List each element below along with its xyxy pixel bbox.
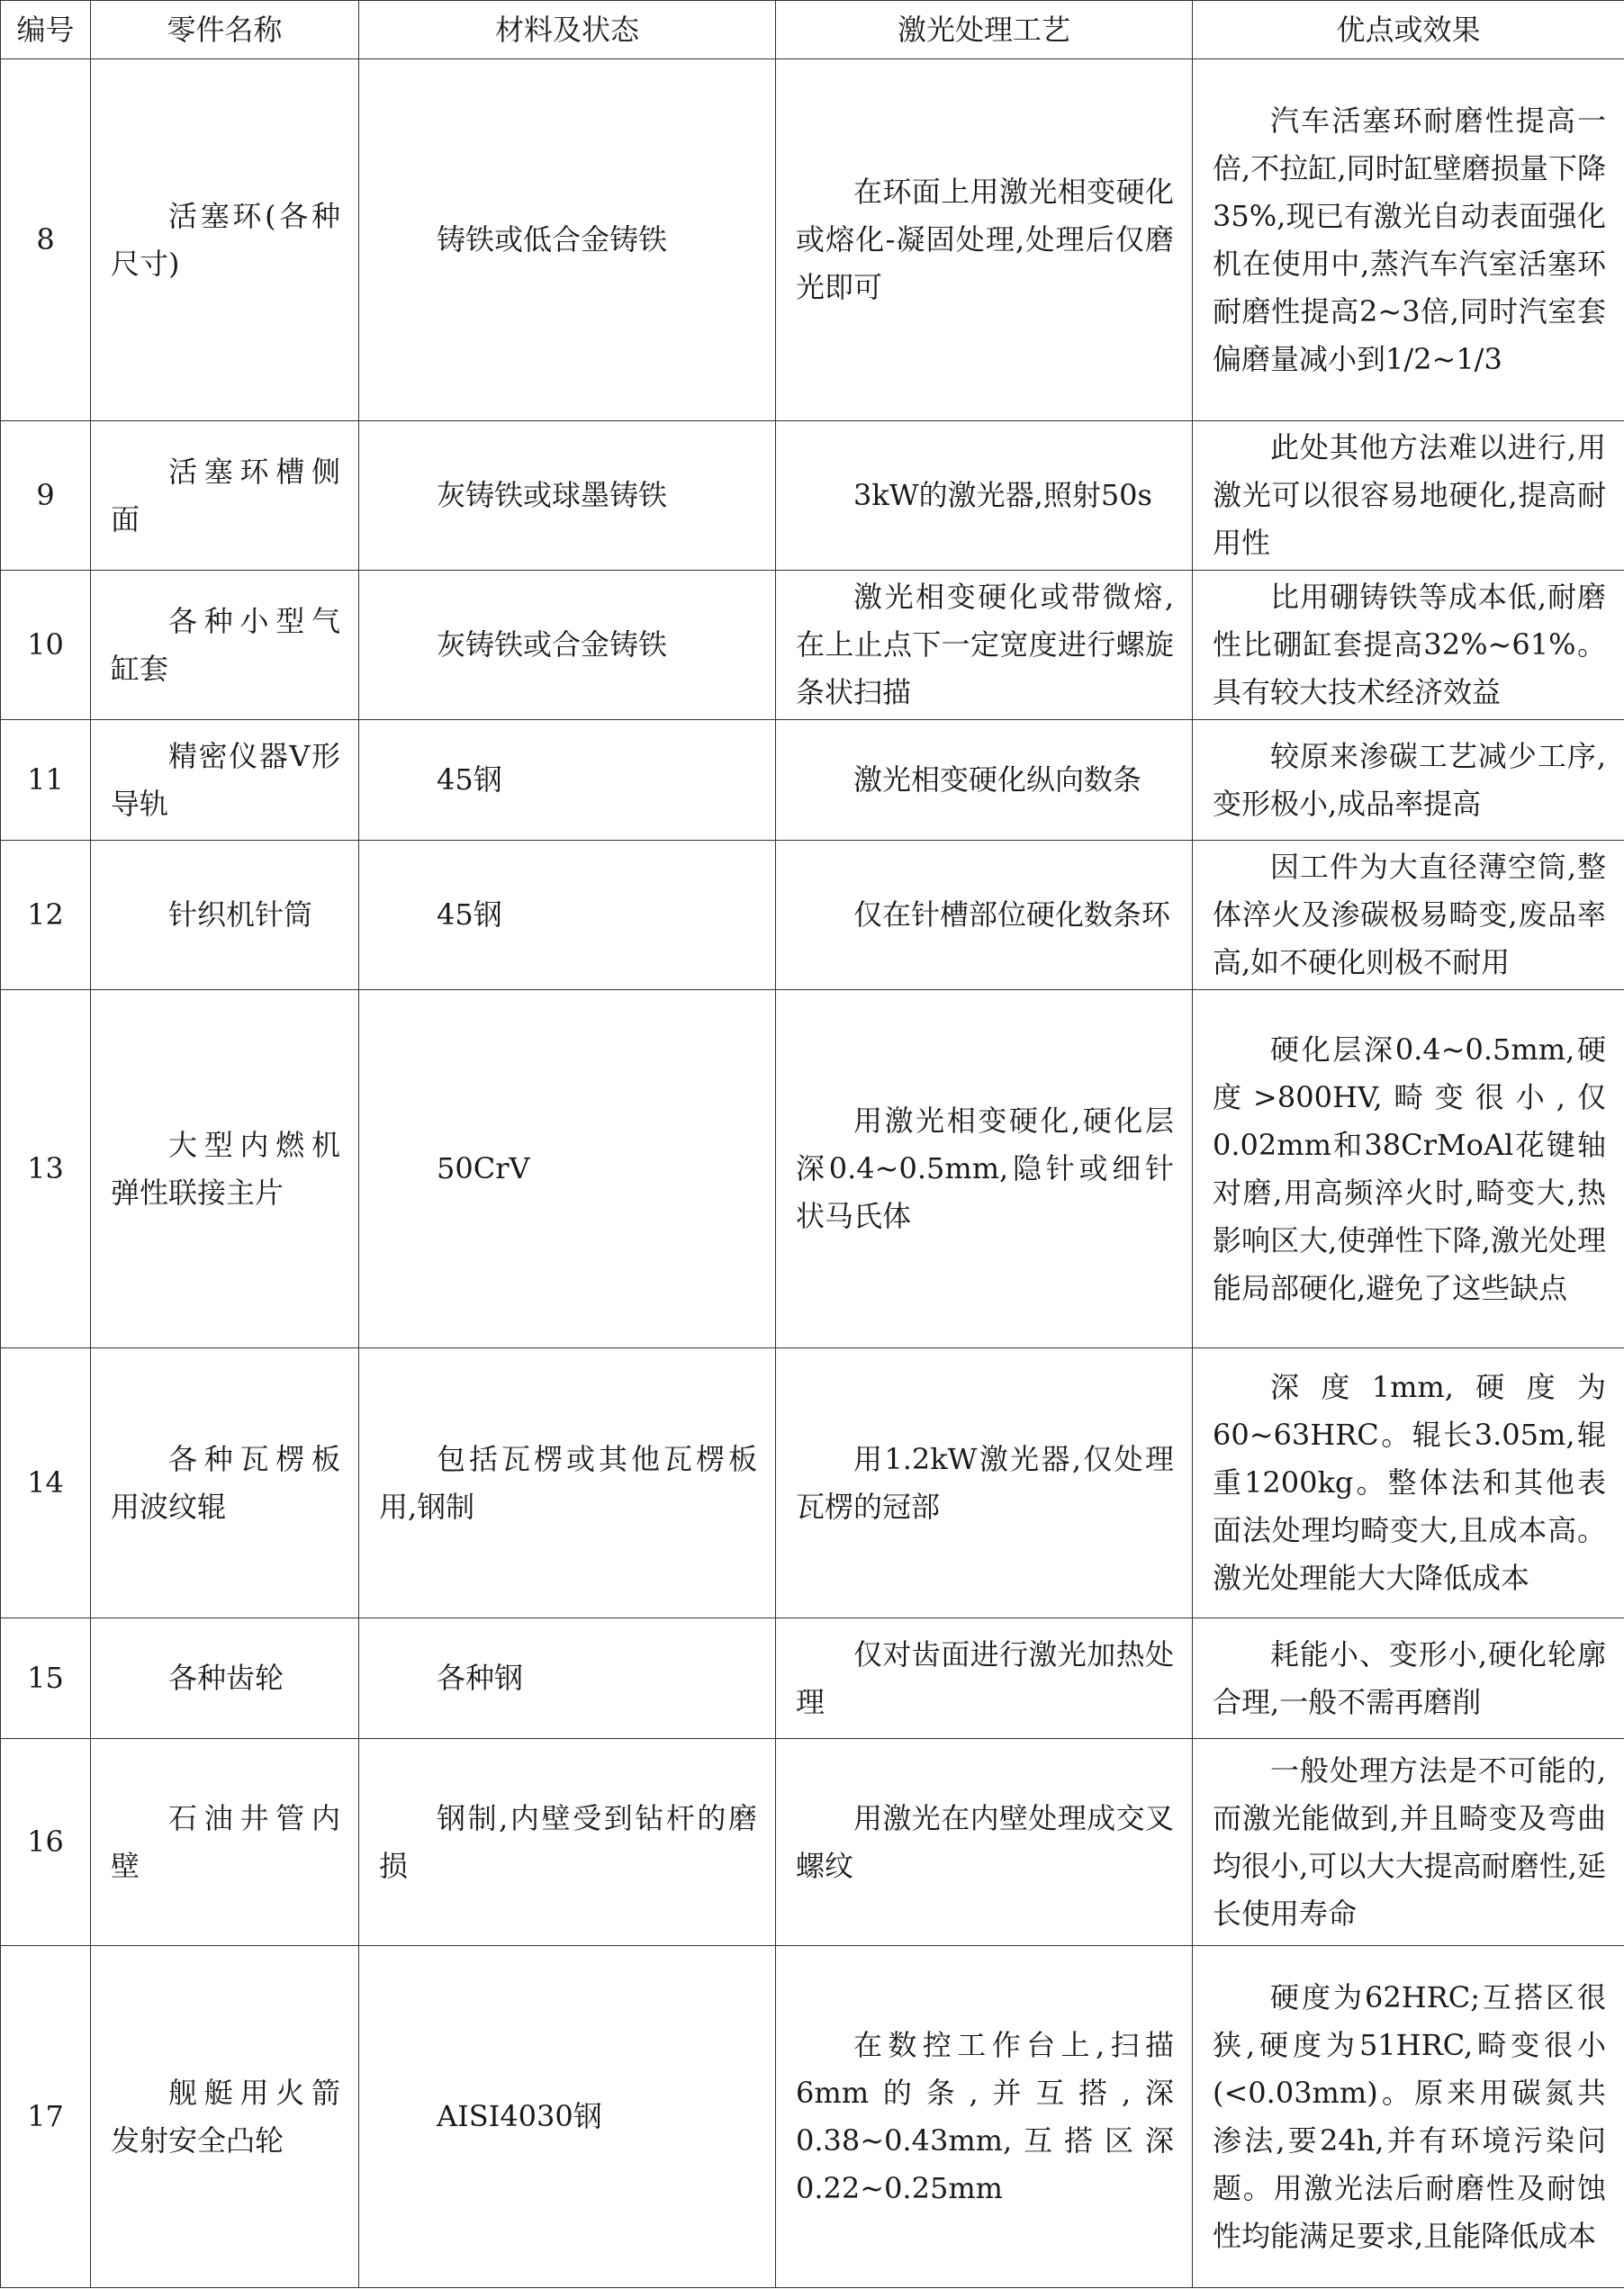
row-no: 14 xyxy=(1,1348,91,1618)
row-effect: 硬度为62HRC;互搭区很狭,硬度为51HRC,畸变很小(<0.03mm)。原来用碳氮共渗法,要24h,并有环境污染问题。用激光法后耐磨性及耐蚀性均能满足要求,且能降低成本 xyxy=(1213,1979,1606,2253)
row-part: 活塞环(各种尺寸) xyxy=(111,198,340,281)
row-effect: 比用硼铸铁等成本低,耐磨性比硼缸套提高32%~61%。具有较大技术经济效益 xyxy=(1213,580,1606,709)
row-process: 仅在针槽部位硬化数条环 xyxy=(853,897,1171,932)
row-process: 3kW的激光器,照射50s xyxy=(853,478,1152,512)
row-effect: 因工件为大直径薄空筒,整体淬火及渗碳极易畸变,废品率高,如不硬化则极不耐用 xyxy=(1213,850,1606,979)
table-row xyxy=(1,720,1624,841)
row-material: 包括瓦楞或其他瓦楞板用,钢制 xyxy=(379,1441,757,1524)
row-material: 钢制,内壁受到钻杆的磨损 xyxy=(379,1800,757,1883)
row-no: 9 xyxy=(1,421,91,571)
row-part: 活塞环槽侧面 xyxy=(111,454,340,536)
row-part: 大型内燃机弹性联接主片 xyxy=(111,1127,340,1210)
table-row xyxy=(1,421,1624,571)
row-no: 13 xyxy=(1,990,91,1348)
row-part: 各种齿轮 xyxy=(168,1661,284,1695)
row-process: 在数控工作台上,扫描6mm的条,并互搭,深0.38~0.43mm,互搭区深0.22~0.25mm xyxy=(796,2027,1174,2205)
row-material: 灰铸铁或合金铸铁 xyxy=(437,627,668,662)
header-effect: 优点或效果 xyxy=(1193,1,1624,59)
row-material: AISI4030钢 xyxy=(437,2099,602,2133)
row-material: 铸铁或低合金铸铁 xyxy=(437,222,668,257)
row-no: 15 xyxy=(1,1618,91,1739)
row-no: 17 xyxy=(1,1946,91,2288)
row-part: 各种瓦楞板用波纹辊 xyxy=(111,1441,340,1524)
row-part: 精密仪器V形导轨 xyxy=(111,738,340,821)
row-process: 用激光在内壁处理成交叉螺纹 xyxy=(796,1800,1174,1883)
row-process: 激光相变硬化或带微熔,在上止点下一定宽度进行螺旋条状扫描 xyxy=(796,580,1174,709)
header-material: 材料及状态 xyxy=(359,1,776,59)
header-row xyxy=(1,1,1624,59)
header-process: 激光处理工艺 xyxy=(776,1,1193,59)
row-part: 各种小型气缸套 xyxy=(111,603,340,686)
table-row xyxy=(1,59,1624,421)
row-process: 用激光相变硬化,硬化层深0.4~0.5mm,隐针或细针状马氏体 xyxy=(796,1104,1174,1233)
row-part: 石油井管内壁 xyxy=(111,1800,340,1883)
table-row xyxy=(1,1946,1624,2288)
row-no: 10 xyxy=(1,571,91,720)
row-part: 舰艇用火箭发射安全凸轮 xyxy=(111,2075,340,2158)
row-effect: 深度1mm,硬度为60~63HRC。辊长3.05m,辊重1200kg。整体法和其他表面法处理均畸变大,且成本高。激光处理能大大降低成本 xyxy=(1213,1370,1606,1595)
row-no: 16 xyxy=(1,1739,91,1946)
row-effect: 硬化层深0.4~0.5mm,硬度>800HV,畸变很小,仅0.02mm和38CrMoAl花键轴对磨,用高频淬火时,畸变大,热影响区大,使弹性下降,激光处理能局部硬化,避免了这些缺点 xyxy=(1213,1032,1606,1305)
header-part-name: 零件名称 xyxy=(91,1,359,59)
row-material: 各种钢 xyxy=(437,1661,524,1695)
row-no: 11 xyxy=(1,720,91,841)
row-effect: 较原来渗碳工艺减少工序,变形极小,成品率提高 xyxy=(1213,738,1606,821)
row-material: 45钢 xyxy=(437,762,502,797)
table-row xyxy=(1,841,1624,990)
row-process: 用1.2kW激光器,仅处理瓦楞的冠部 xyxy=(796,1441,1174,1524)
table-row xyxy=(1,571,1624,720)
table-row xyxy=(1,990,1624,1348)
table-row xyxy=(1,1739,1624,1946)
row-effect: 耗能小、变形小,硬化轮廓合理,一般不需再磨削 xyxy=(1213,1636,1606,1719)
row-process: 激光相变硬化纵向数条 xyxy=(853,762,1142,797)
header-no: 编号 xyxy=(1,1,91,59)
row-material: 灰铸铁或球墨铸铁 xyxy=(437,478,668,512)
row-process: 仅对齿面进行激光加热处理 xyxy=(796,1636,1174,1719)
table-row xyxy=(1,1348,1624,1618)
row-effect: 汽车活塞环耐磨性提高一倍,不拉缸,同时缸壁磨损量下降35%,现已有激光自动表面强化机在使用中,蒸汽车汽室活塞环耐磨性提高2~3倍,同时汽室套偏磨量减小到1/2~1/3 xyxy=(1213,103,1606,376)
row-process: 在环面上用激光相变硬化或熔化-凝固处理,处理后仅磨光即可 xyxy=(796,175,1174,304)
row-part: 针织机针筒 xyxy=(168,897,313,932)
row-no: 12 xyxy=(1,841,91,990)
row-material: 50CrV xyxy=(437,1151,530,1185)
row-effect: 一般处理方法是不可能的,而激光能做到,并且畸变及弯曲均很小,可以大大提高耐磨性,延长使用寿命 xyxy=(1213,1753,1606,1931)
row-effect: 此处其他方法难以进行,用激光可以很容易地硬化,提高耐用性 xyxy=(1213,430,1606,560)
row-no: 8 xyxy=(1,59,91,421)
table-row xyxy=(1,1618,1624,1739)
row-material: 45钢 xyxy=(437,897,502,932)
